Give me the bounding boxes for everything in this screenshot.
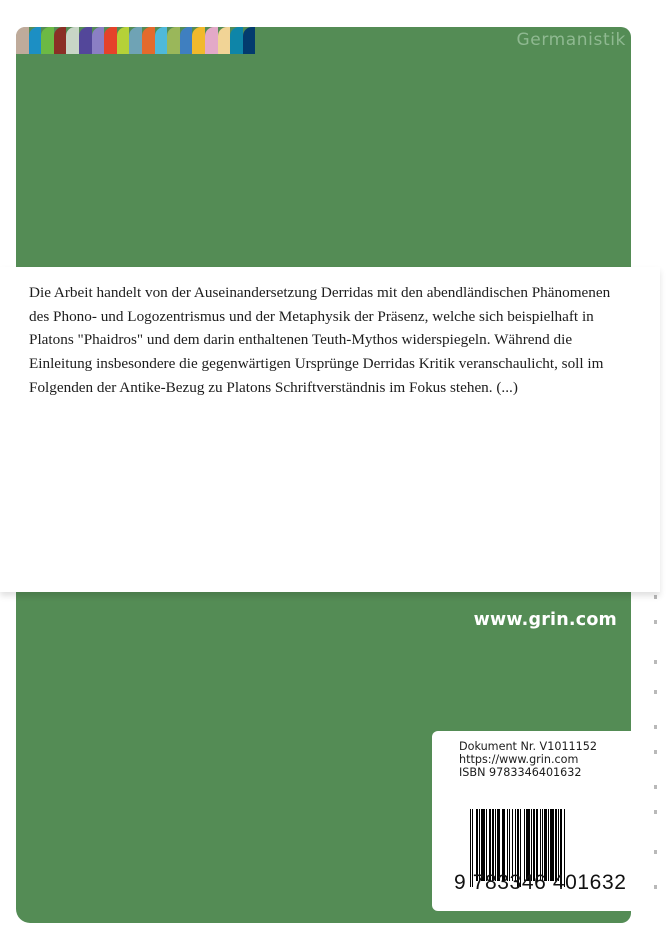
- color-tab: [92, 27, 105, 54]
- color-tab: [41, 27, 54, 54]
- color-tab: [155, 27, 168, 54]
- document-number: Dokument Nr. V1011152: [459, 740, 598, 753]
- spine-text-fragment: [654, 690, 657, 694]
- abstract-panel: [0, 267, 660, 592]
- spine-text-fragment: [654, 850, 657, 854]
- color-tab: [54, 27, 67, 54]
- color-tab: [205, 27, 218, 54]
- spine-text-fragment: [654, 660, 657, 664]
- color-tab: [142, 27, 155, 54]
- barcode-digits: 9 783346 401632: [454, 871, 627, 894]
- color-tab: [129, 27, 142, 54]
- publisher-url[interactable]: www.grin.com: [473, 610, 617, 630]
- spine-text-fragment: [654, 885, 657, 889]
- color-tab: [66, 27, 79, 54]
- color-tab: [104, 27, 117, 54]
- isbn-info-box: [432, 731, 637, 911]
- color-tab: [230, 27, 243, 54]
- spine-text-fragment: [654, 750, 657, 754]
- color-tab: [117, 27, 130, 54]
- website-link[interactable]: https://www.grin.com: [459, 753, 579, 766]
- color-tab: [180, 27, 193, 54]
- spine-text-fragment: [654, 785, 657, 789]
- abstract-text: Die Arbeit handelt von der Auseinandersetzung Derridas mit den abendländischen Phänomenen des Phono- und Logozentrismus und der Metaphysik der Präsenz, welche sich beispielhaft in Platons "Phaidros" und dem darin enthaltenen Teuth-Mythos widerspiegeln. Während die Einleitung insbesondere die gegenwärtigen Ursprünge Derridas Kritik veranschaulicht, soll im Folgenden der Antike-Bezug zu Platons Schriftverständnis im Fokus stehen. (...): [29, 284, 611, 396]
- color-tab: [167, 27, 180, 54]
- spine-text-fragment: [654, 595, 657, 599]
- color-tab: [192, 27, 205, 54]
- color-tab: [243, 27, 256, 54]
- series-label: Germanistik: [516, 30, 626, 50]
- spine-text-fragment: [654, 810, 657, 814]
- color-tab: [218, 27, 231, 54]
- color-tab: [29, 27, 42, 54]
- spine-text-fragment: [654, 725, 657, 729]
- color-tab: [79, 27, 92, 54]
- color-tabs-strip: [16, 27, 255, 54]
- spine-text-fragment: [654, 620, 657, 624]
- isbn-number: ISBN 9783346401632: [459, 766, 582, 779]
- color-tab: [16, 27, 29, 54]
